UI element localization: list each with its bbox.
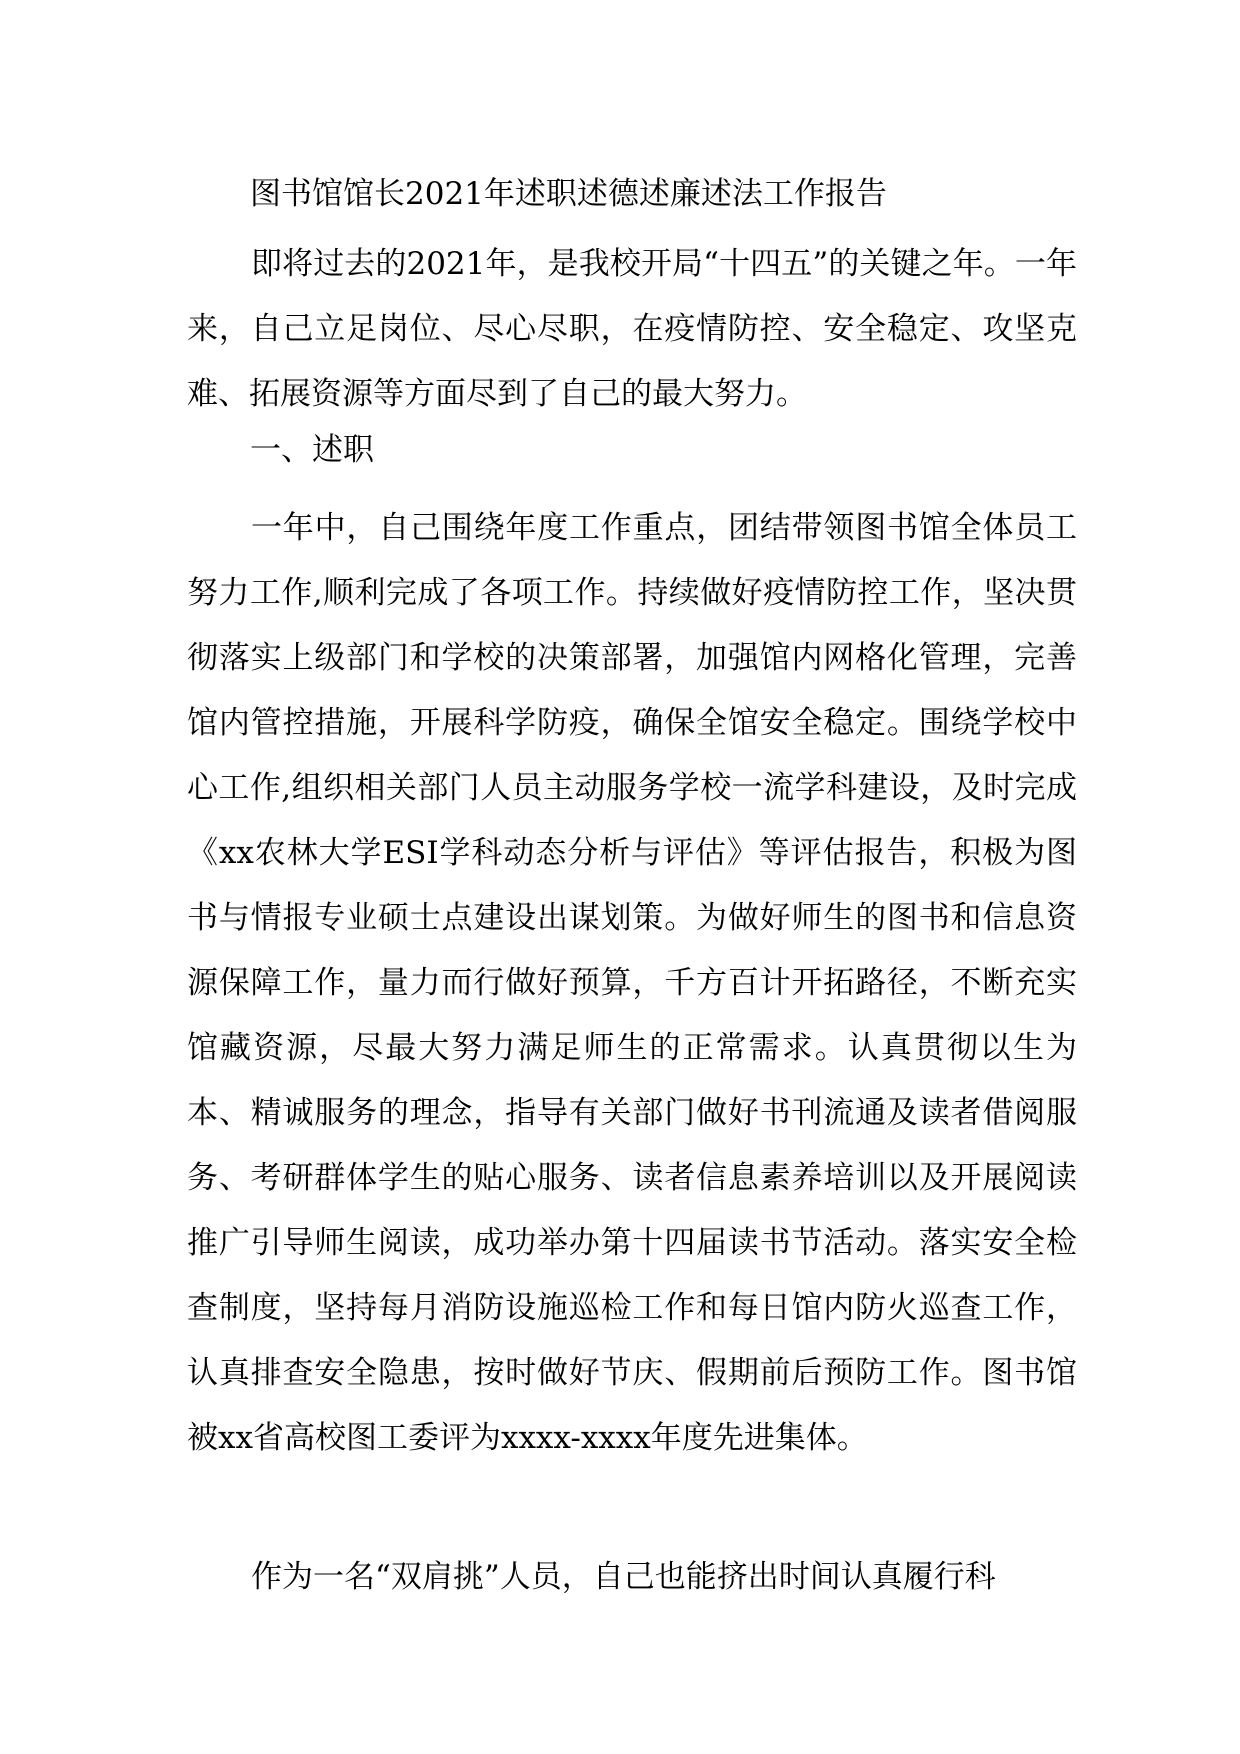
document-title: 图书馆馆长2021年述职述德述廉述法工作报告 — [250, 176, 887, 212]
section-heading-shuzhi: 一、述职 — [250, 432, 374, 468]
body-paragraph-work-summary: 一年中，自己围绕年度工作重点，团结带领图书馆全体员工努力工作,顺利完成了各项工作。持续做好疫情防控工作，坚决贯彻落实上级部门和学校的决策部署，加强馆内网格化管理，完善馆内管控措施，开展科学防疫，确保全馆安全稳定。围绕学校中心工作,组织相关部门人员主动服务学校一流学科建设，及时完成《xx农林大学ESI学科动态分析与评估》等评估报告，积极为图书与情报专业硕士点建设出谋划策。为做好师生的图书和信息资源保障工作，量力而行做好预算，千方百计开拓路径，不断充实馆藏资源，尽最大努力满足师生的正常需求。认真贯彻以生为本、精诚服务的理念，指导有关部门做好书刊流通及读者借阅服务、考研群体学生的贴心服务、读者信息素养培训以及开展阅读推广引导师生阅读，成功举办第十四届读书节活动。落实安全检查制度，坚持每月消防设施巡检工作和每日馆内防火巡查工作，认真排查安全隐患，按时做好节庆、假期前后预防工作。图书馆被xx省高校图工委评为xxxx-xxxx年度先进集体。 — [187, 510, 1077, 1456]
body-paragraph-dual-role: 作为一名“双肩挑”人员，自己也能挤出时间认真履行科 — [251, 1559, 996, 1595]
intro-paragraph: 即将过去的2021年，是我校开局“十四五”的关键之年。一年来，自己立足岗位、尽心尽职，在疫情防控、安全稳定、攻坚克难、拓展资源等方面尽到了自己的最大努力。 — [187, 246, 1077, 412]
